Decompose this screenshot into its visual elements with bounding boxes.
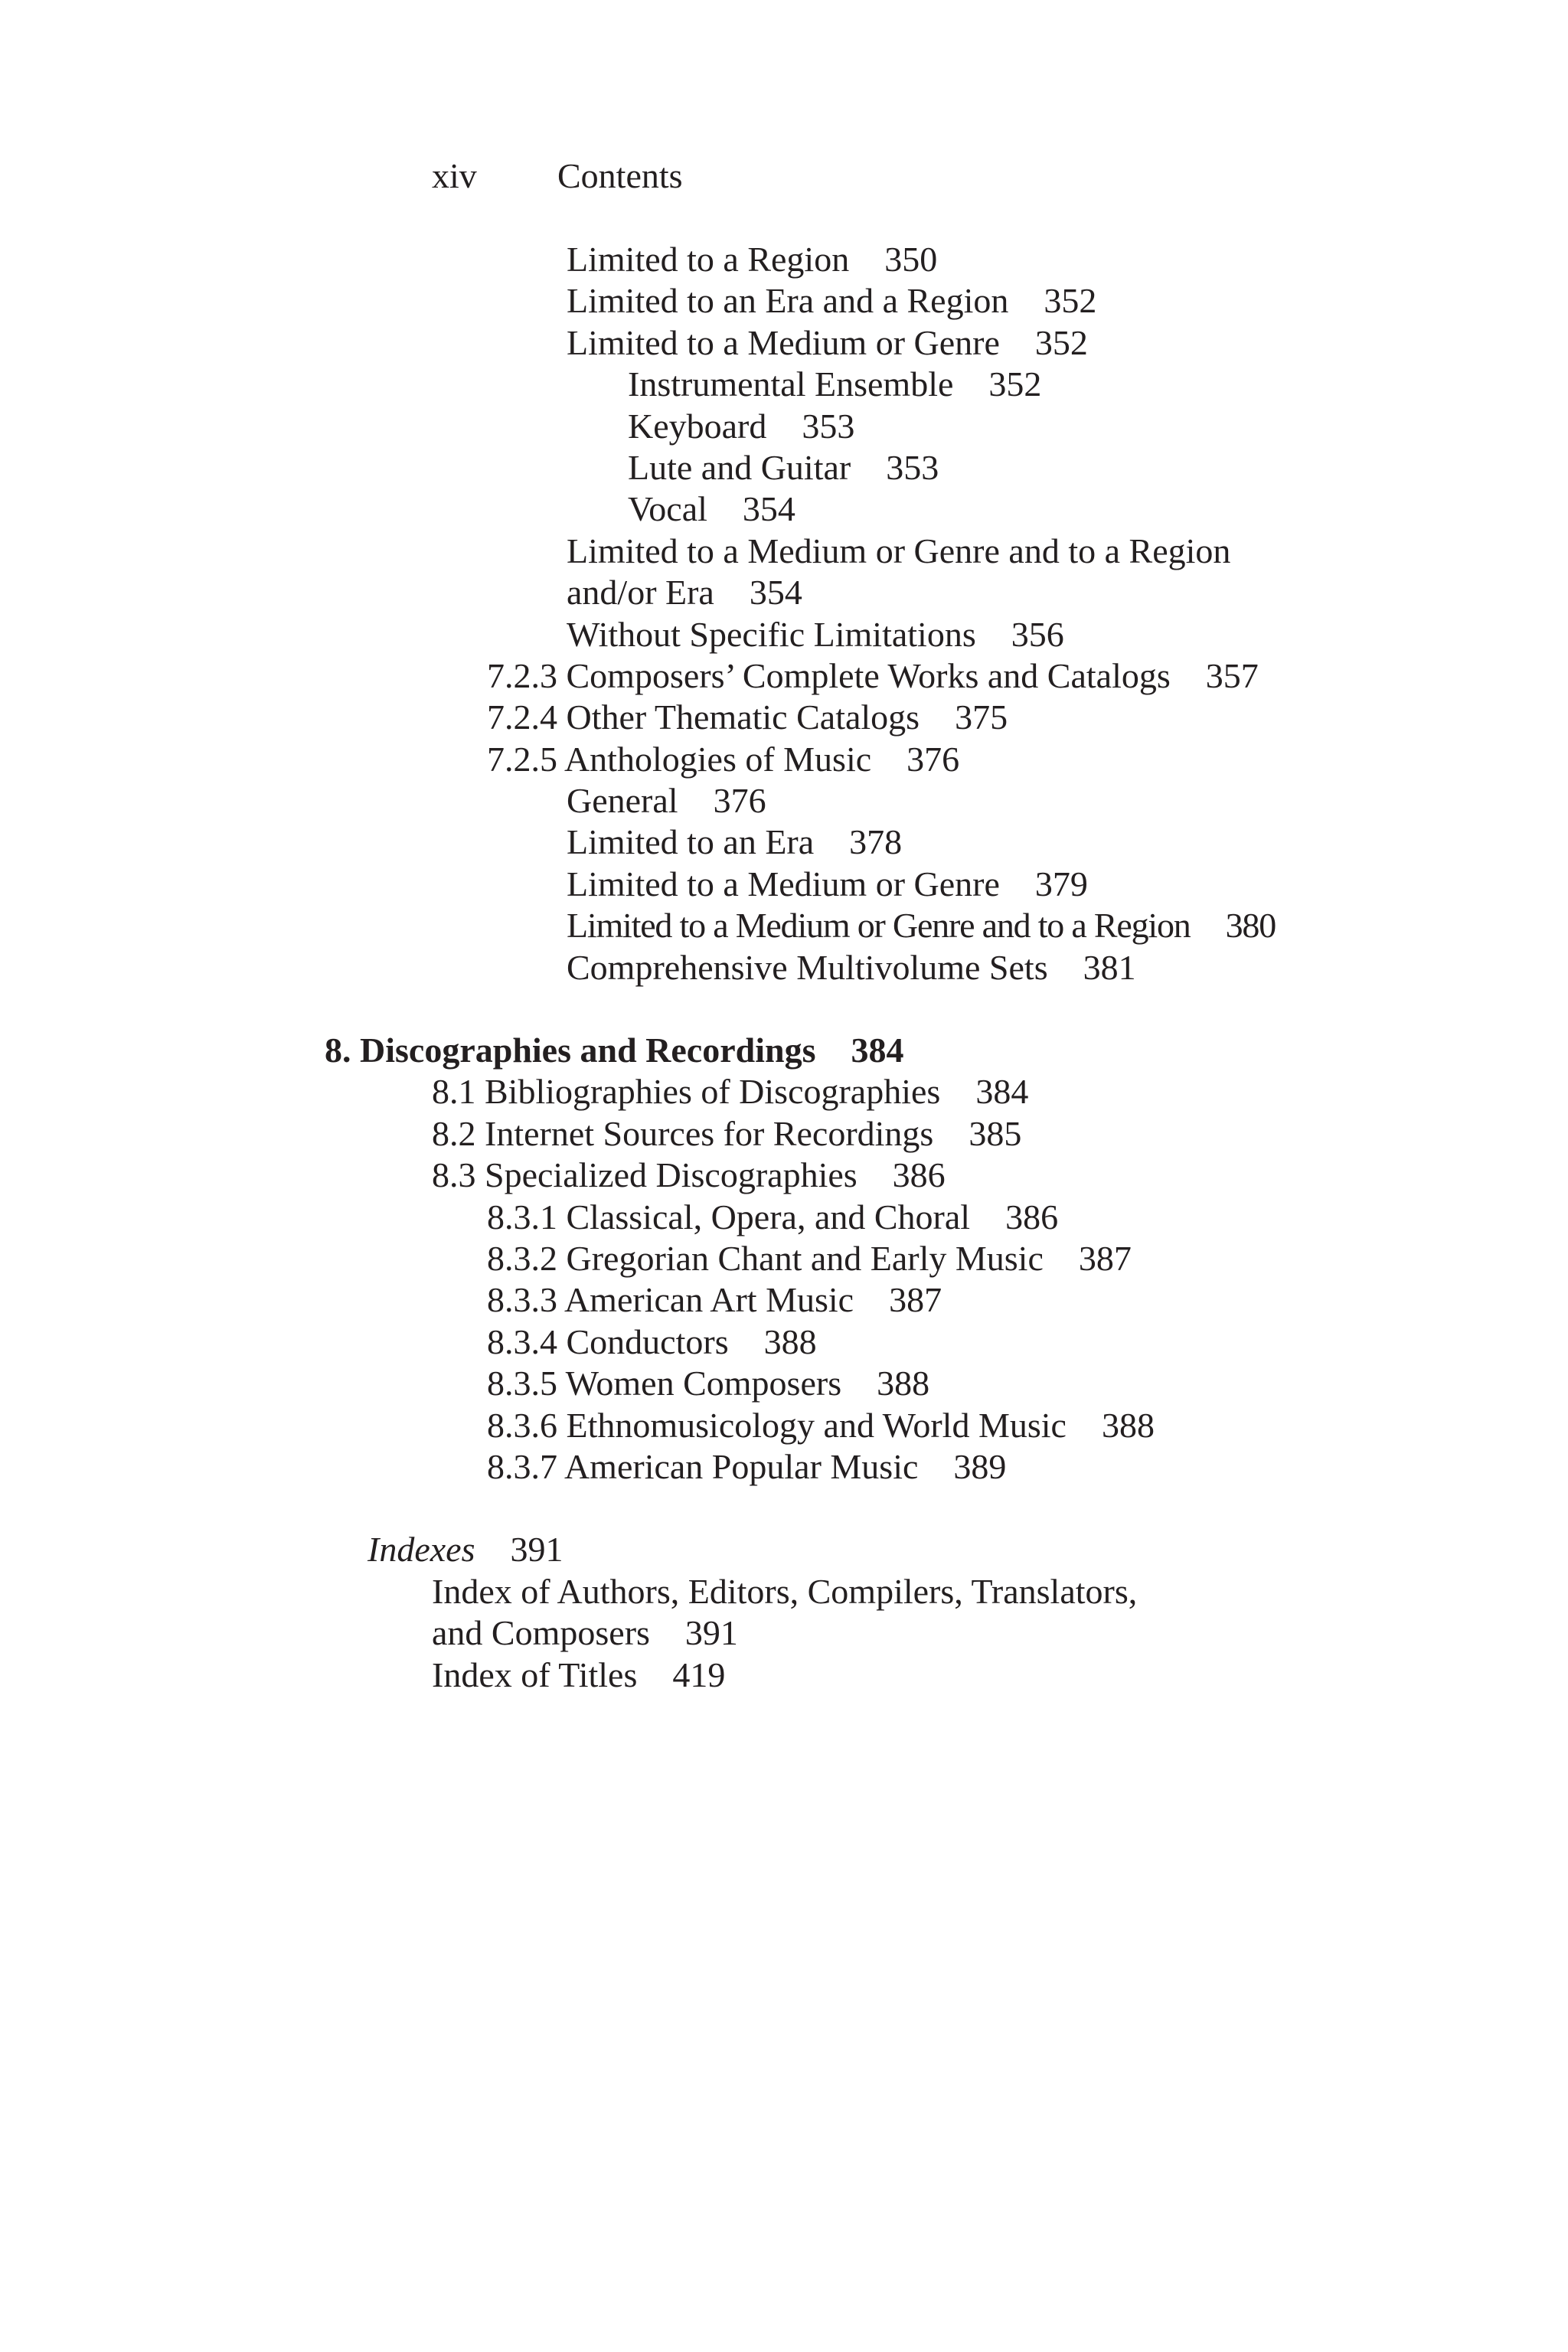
toc-entry-page: 387	[1078, 1238, 1132, 1278]
toc-entry-page: 353	[802, 406, 855, 446]
toc-entry-text: Limited to an Era	[567, 822, 815, 862]
toc-entry-page: 391	[684, 1613, 738, 1653]
toc-entry	[0, 447, 1568, 488]
toc-entry-text: Limited to a Medium or Genre	[567, 864, 1000, 903]
toc-entry-page: 356	[1011, 614, 1064, 654]
toc-entry	[0, 697, 1568, 738]
toc-entry-text: Index of Titles	[432, 1655, 638, 1694]
indexes-title: Indexes	[368, 1530, 475, 1570]
toc-entry-page: 379	[1034, 864, 1088, 903]
toc-subsection	[0, 1446, 1568, 1488]
toc-subsection	[0, 1279, 1568, 1321]
toc-entry-text: 8.1 Bibliographies of Discographies	[432, 1072, 941, 1112]
toc-section	[0, 1155, 1568, 1196]
chapter-page: 384	[851, 1031, 904, 1070]
indexes-page: 391	[510, 1530, 564, 1570]
toc-entry-page: 386	[1005, 1197, 1059, 1236]
toc-entry-text: 8.3.7 American Popular Music	[487, 1446, 919, 1486]
toc-entry-page: 388	[1101, 1405, 1155, 1445]
toc-entry-text: 8.3.3 American Art Music	[487, 1280, 854, 1320]
toc-entry	[0, 364, 1568, 405]
toc-entry-text: 7.2.3 Composers’ Complete Works and Catalogs	[487, 655, 1171, 695]
toc-entry	[0, 864, 1568, 905]
toc-entry	[0, 280, 1568, 322]
toc-entry-text: Keyboard	[628, 406, 767, 446]
index-authors-line1	[0, 1571, 1568, 1612]
toc-subsection	[0, 1363, 1568, 1404]
toc-entry	[0, 739, 1568, 780]
toc-entry-text: 8.3.6 Ethnomusicology and World Music	[487, 1405, 1067, 1445]
toc-entry-text: 8.3.1 Classical, Opera, and Choral	[487, 1197, 971, 1236]
toc-entry-page: 350	[884, 240, 938, 279]
toc-entry-page: 419	[672, 1655, 726, 1694]
toc-entry-text: and Composers	[432, 1613, 650, 1653]
toc-entry-page: 388	[763, 1321, 817, 1361]
running-header	[432, 155, 683, 197]
toc-entry-text: Limited to a Region	[567, 240, 850, 279]
toc-entry-text: Comprehensive Multivolume Sets	[567, 947, 1048, 987]
toc-entry-page: 386	[892, 1155, 946, 1195]
toc-entry-text: 7.2.4 Other Thematic Catalogs	[487, 697, 920, 737]
toc-entry-page: 375	[955, 697, 1008, 737]
spacer	[0, 1488, 1568, 1529]
toc-entry-page: 389	[953, 1446, 1007, 1486]
toc-entry-page: 381	[1083, 947, 1136, 987]
toc-entry-page: 380	[1225, 906, 1276, 946]
toc-entry	[0, 239, 1568, 280]
toc-entry-page: 378	[849, 822, 903, 862]
chapter-title: 8. Discographies and Recordings	[325, 1031, 816, 1070]
chapter-heading	[0, 1030, 1568, 1071]
toc-entry-text: Limited to a Medium or Genre and to a Region	[567, 906, 1191, 946]
toc-entry-text: Instrumental Ensemble	[628, 364, 954, 404]
index-authors-line2	[0, 1612, 1568, 1654]
toc-entry	[0, 947, 1568, 988]
toc-entry-page: 354	[749, 573, 802, 612]
spacer	[0, 988, 1568, 1030]
toc-entry-text: General	[567, 781, 678, 821]
toc-entry-text: Index of Authors, Editors, Compilers, Translators,	[432, 1571, 1138, 1611]
toc-entry-text: and/or Era	[567, 573, 714, 612]
toc-entry-page: 353	[886, 447, 939, 487]
toc-entry-text: Limited to a Medium or Genre and to a Region	[567, 531, 1231, 570]
toc-entry-wrap-line2	[0, 572, 1568, 613]
toc-entry-wrap-line1	[0, 531, 1568, 572]
toc-entry-page: 388	[877, 1364, 930, 1403]
page-number: xiv	[432, 156, 477, 195]
toc-entry-text: 8.3.4 Conductors	[487, 1321, 729, 1361]
toc-entry-page: 357	[1205, 655, 1259, 695]
toc-entry-text: 8.3.5 Women Composers	[487, 1364, 842, 1403]
toc-entry-page: 352	[1034, 322, 1088, 362]
toc-entry-text: 8.3 Specialized Discographies	[432, 1155, 858, 1195]
toc-subsection	[0, 1405, 1568, 1446]
toc-entry-page: 384	[975, 1072, 1029, 1112]
toc-entry-page: 352	[1044, 281, 1097, 321]
toc-entry	[0, 488, 1568, 530]
toc-entry-page: 387	[889, 1280, 942, 1320]
toc-entry-page: 352	[988, 364, 1042, 404]
index-titles	[0, 1655, 1568, 1696]
toc-entry-page: 385	[969, 1113, 1022, 1153]
running-title: Contents	[557, 156, 683, 195]
toc-entry	[0, 655, 1568, 697]
toc-entry-page: 376	[713, 781, 766, 821]
toc-subsection	[0, 1238, 1568, 1279]
toc-entry	[0, 822, 1568, 863]
toc-entry-text: 7.2.5 Anthologies of Music	[487, 739, 872, 779]
toc-entry-text: Lute and Guitar	[628, 447, 851, 487]
toc-entry-text: 8.3.2 Gregorian Chant and Early Music	[487, 1238, 1044, 1278]
toc-entry	[0, 905, 1568, 946]
toc-entry-page: 354	[742, 489, 795, 529]
toc-entry-page: 376	[906, 739, 960, 779]
toc-subsection	[0, 1321, 1568, 1363]
toc-entry-text: 8.2 Internet Sources for Recordings	[432, 1113, 934, 1153]
toc-subsection	[0, 1197, 1568, 1238]
toc-entry	[0, 780, 1568, 822]
toc-entry-text: Limited to an Era and a Region	[567, 281, 1009, 321]
toc-entry	[0, 406, 1568, 447]
toc-section	[0, 1113, 1568, 1155]
toc-entry	[0, 322, 1568, 364]
table-of-contents	[0, 239, 1568, 1696]
toc-entry-text: Vocal	[628, 489, 707, 529]
toc-entry-text: Without Specific Limitations	[567, 614, 976, 654]
toc-entry	[0, 614, 1568, 655]
toc-entry-text: Limited to a Medium or Genre	[567, 322, 1000, 362]
indexes-heading	[0, 1529, 1568, 1570]
toc-section	[0, 1071, 1568, 1112]
